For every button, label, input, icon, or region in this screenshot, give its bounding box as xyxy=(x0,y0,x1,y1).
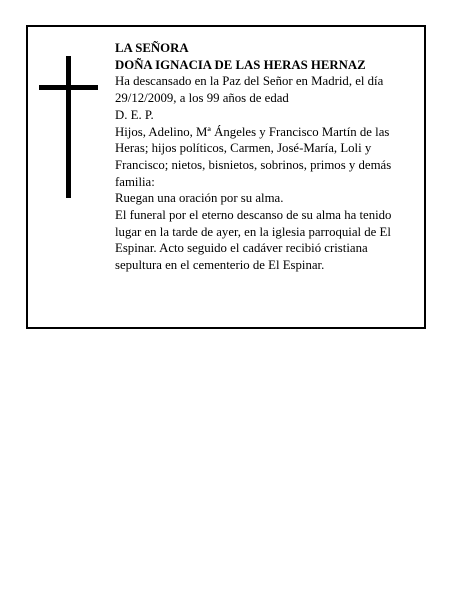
family-list: Hijos, Adelino, Mª Ángeles y Francisco Martín de las Heras; hijos políticos, Carmen, José-María, Loli y Francisco; nietos, bisnietos, sobrinos, primos y demás familia: xyxy=(115,124,392,189)
rip-line: D. E. P. xyxy=(115,107,154,122)
cross-horizontal-bar xyxy=(39,85,98,90)
deceased-name: DOÑA IGNACIA DE LAS HERAS HERNAZ xyxy=(115,57,366,72)
funeral-details: El funeral por el eterno descanso de su alma ha tenido lugar en la tarde de ayer, en la iglesia parroquial de El Espinar. Acto seguido el cadáver recibió cristiana sepultura en el cementerio de El Espinar. xyxy=(115,208,392,273)
cross-vertical-bar xyxy=(66,56,71,198)
prayer-request: Ruegan una oración por su alma. xyxy=(115,191,284,206)
obituary-notice xyxy=(26,25,426,329)
death-statement: Ha descansado en la Paz del Señor en Madrid, el día 29/12/2009, a los 99 años de edad xyxy=(115,74,384,106)
obituary-text xyxy=(115,40,417,274)
heading-title: LA SEÑORA xyxy=(115,41,189,55)
